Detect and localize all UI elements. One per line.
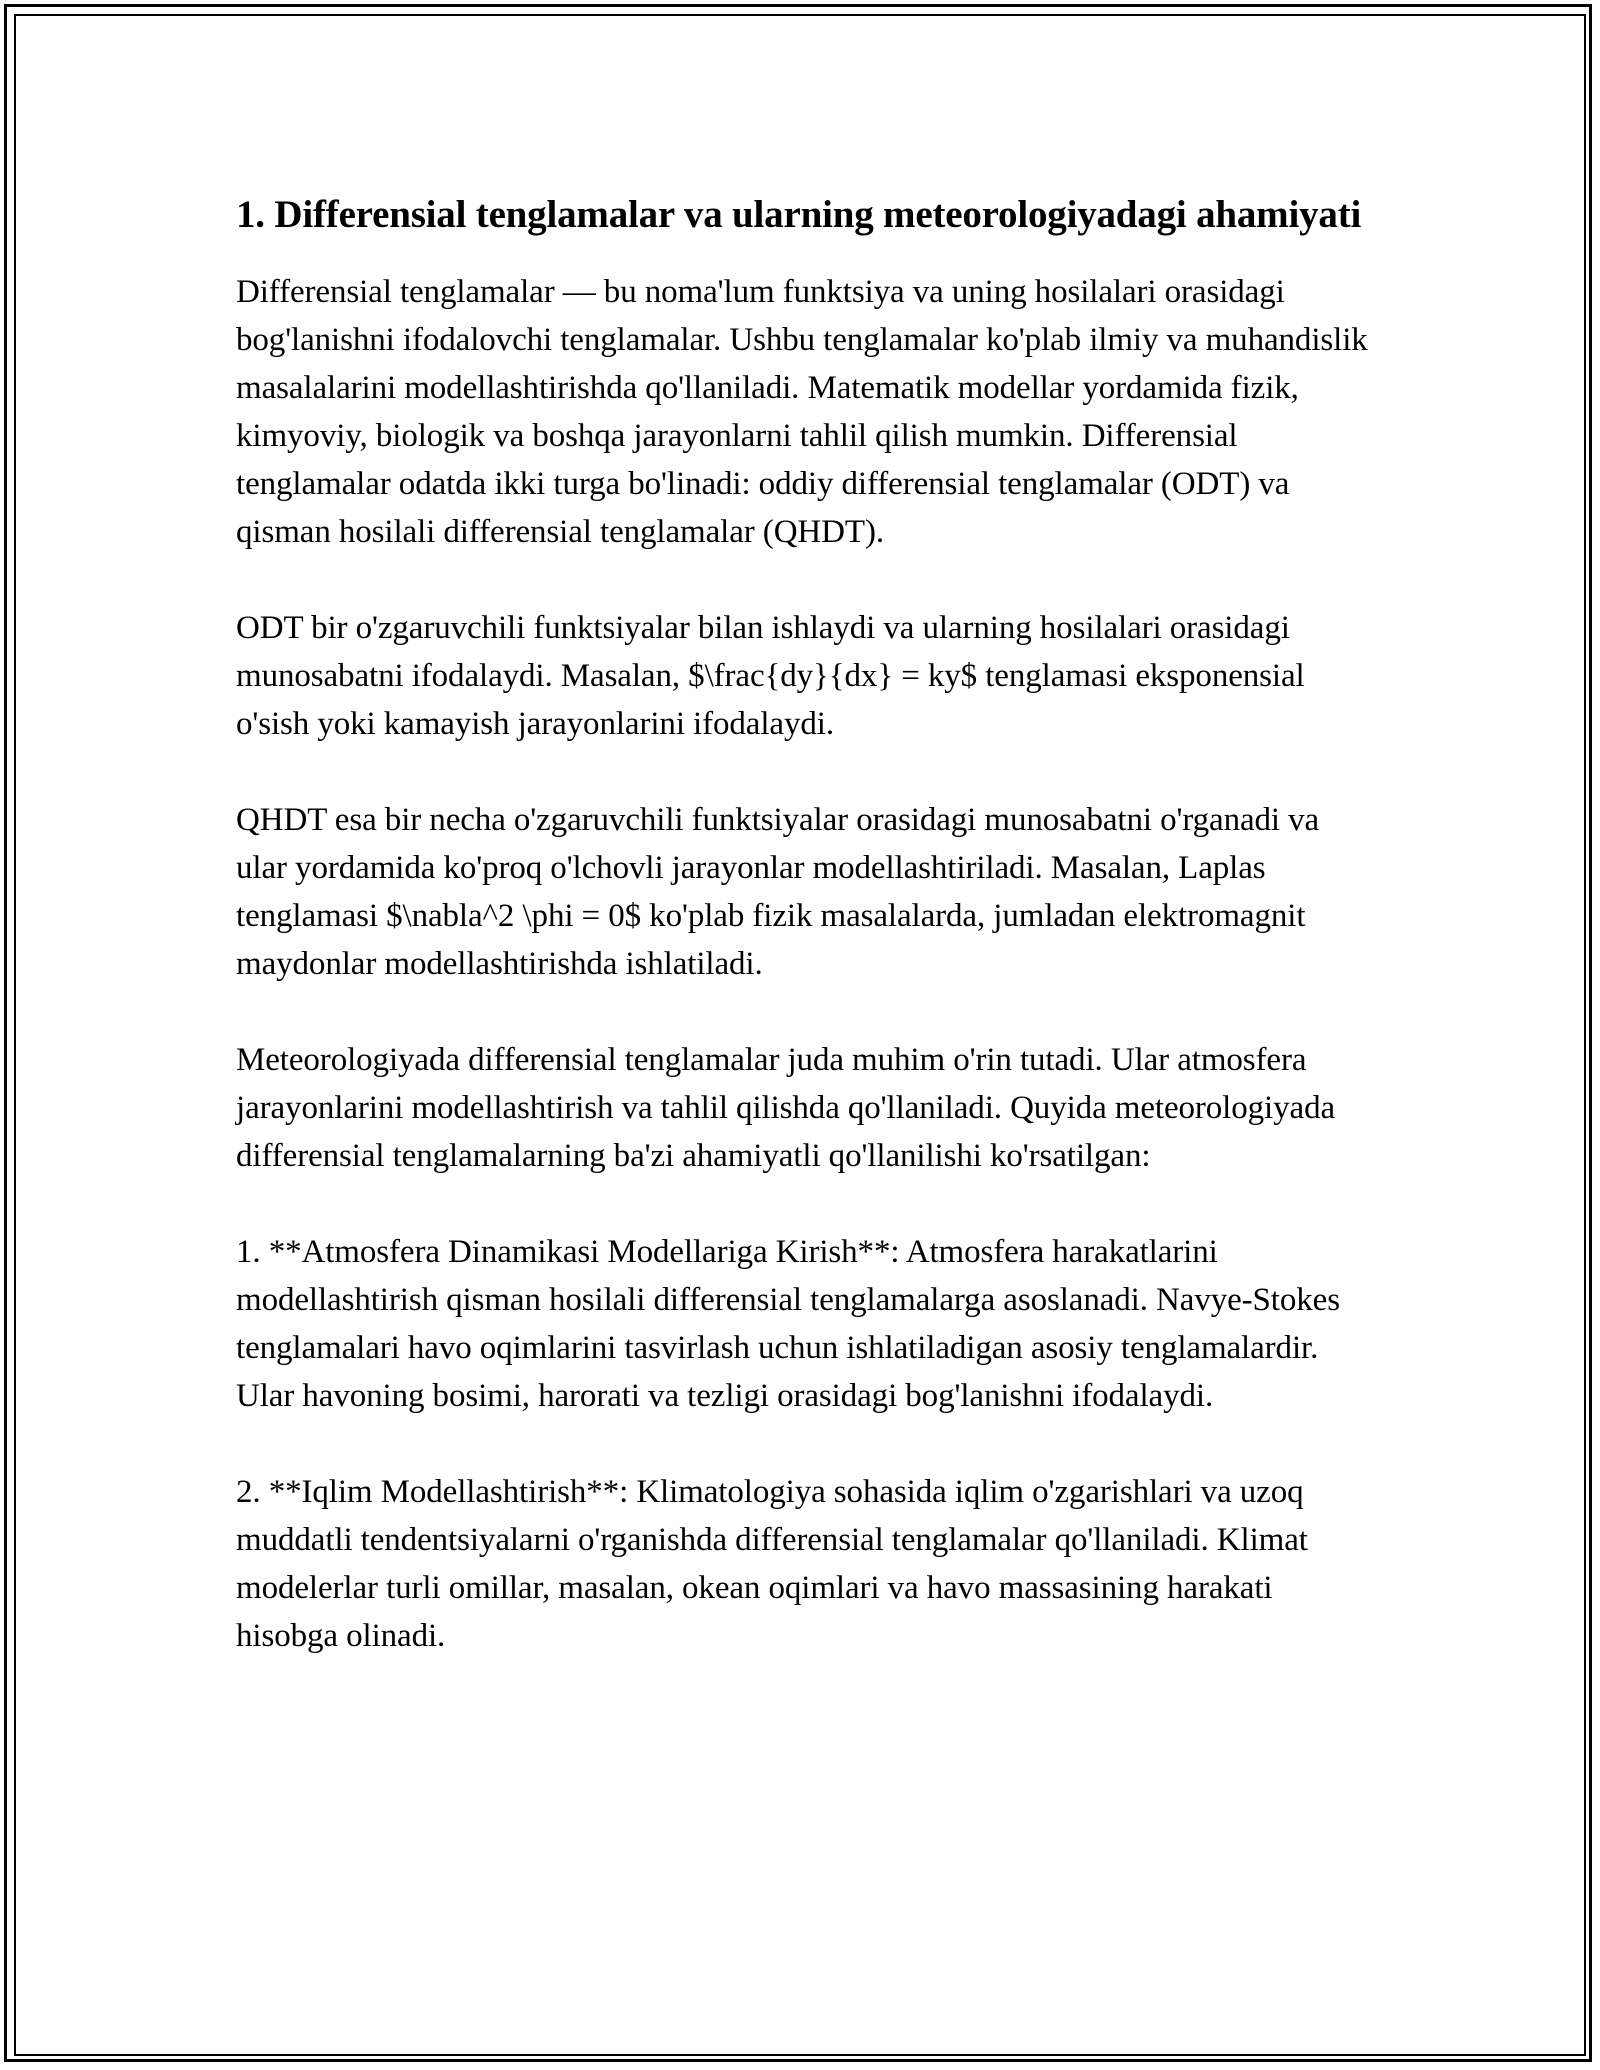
paragraph-meteorology: Meteorologiyada differensial tenglamalar juda muhim o'rin tutadi. Ular atmosfera jarayonlarini modellashtirish va tahlil qilishda qo'llaniladi. Quyida meteorologiyada differensial tenglamalarning ba'zi ahamiyatli qo'llanilishi ko'rsatilgan: [236, 1042, 1336, 1174]
list-item-atmosphere-dynamics: 1. **Atmosfera Dinamikasi Modellariga Kirish**: Atmosfera harakatlarini modellashtirish qisman hosilali differensial tenglamalarga asoslanadi. Navye-Stokes tenglamalari havo oqimlarini tasvirlash uchun ishlatiladigan asosiy tenglamalardir. Ular havoning bosimi, harorati va tezligi orasidagi bog'lanishni ifodalaydi. [236, 1234, 1340, 1414]
paragraph-definition: Differensial tenglamalar — bu noma'lum funktsiya va uning hosilalari orasidagi bog'lanishni ifodalovchi tenglamalar. Ushbu tenglamalar ko'plab ilmiy va muhandislik masalalarini modellashtirishda qo'llaniladi. Matematik modellar yordamida fizik, kimyoviy, biologik va boshqa jarayonlarni tahlil qilish mumkin. Differensial tenglamalar odatda ikki turga bo'linadi: oddiy differensial tenglamalar (ODT) va qisman hosilali differensial tenglamalar (QHDT). [236, 274, 1368, 550]
list-item-climate-modeling: 2. **Iqlim Modellashtirish**: Klimatologiya sohasida iqlim o'zgarishlari va uzoq muddatli tendentsiyalarni o'rganishda differensial tenglamalar qo'llaniladi. Klimat modelerlar turli omillar, masalan, okean oqimlari va havo massasining harakati hisobga olinadi. [236, 1474, 1308, 1654]
document-body [236, 188, 1376, 1708]
paragraph-qhdt: QHDT esa bir necha o'zgaruvchili funktsiyalar orasidagi munosabatni o'rganadi va ular yordamida ko'proq o'lchovli jarayonlar modellashtiriladi. Masalan, Laplas tenglamasi $\nabla^2 \phi = 0$ ko'plab fizik masalalarda, jumladan elektromagnit maydonlar modellashtirishda ishlatiladi. [236, 802, 1320, 982]
section-heading: 1. Differensial tenglamalar va ularning meteorologiyadagi ahamiyati [236, 193, 1362, 236]
paragraph-odt: ODT bir o'zgaruvchili funktsiyalar bilan ishlaydi va ularning hosilalari orasidagi munosabatni ifodalaydi. Masalan, $\frac{dy}{dx} = ky$ tenglamasi eksponensial o'sish yoki kamayish jarayonlarini ifodalaydi. [236, 610, 1305, 742]
